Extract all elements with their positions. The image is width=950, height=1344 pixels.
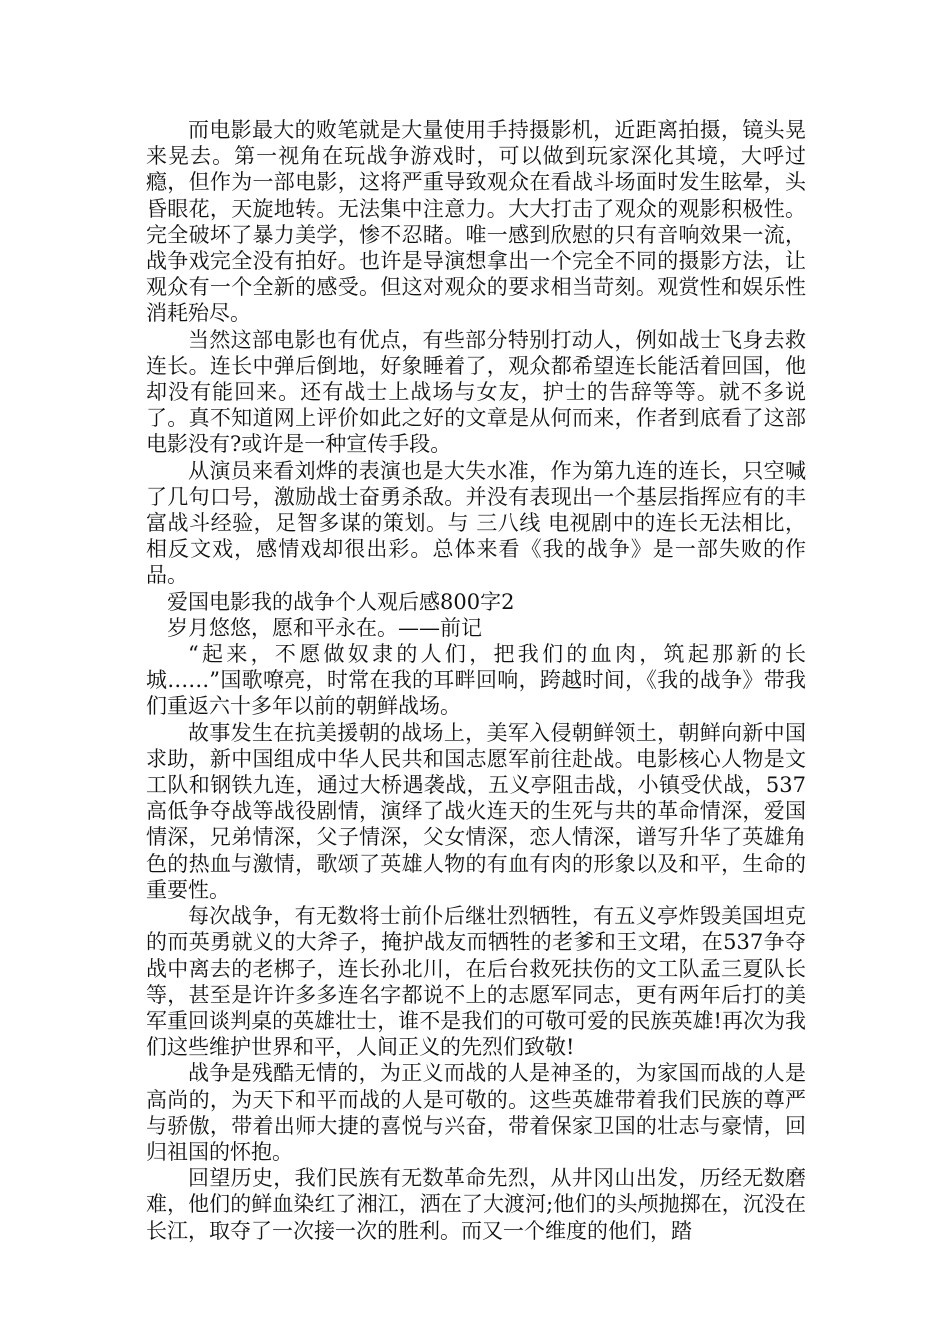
- paragraph-history: 回望历史，我们民族有无数革命先烈，从井冈山出发，历经无数磨难，他们的鲜血染红了湘江，洒在了大渡河;他们的头颅抛掷在，沉没在长江，取夺了一次接一次的胜利。而又一个维度的他们，踏: [146, 1166, 806, 1243]
- paragraph-heroes: 每次战争，有无数将士前仆后继壮烈牺牲，有五义亭炸毁美国坦克的而英勇就义的大斧子，掩护战友而牺牲的老爹和王文珺，在537争夺战中离去的老梆子，连长孙北川，在后台救死扶伤的文工队孟三夏队长等，甚至是许许多多连名字都说不上的志愿军同志，更有两年后打的美军重回谈判桌的英雄壮士，谁不是我们的可敬可爱的民族英雄!再次为我们这些维护世界和平，人间正义的先烈们致敬!: [146, 904, 806, 1060]
- document-body: [146, 117, 806, 1244]
- paragraph-merits: 当然这部电影也有优点，有些部分特别打动人，例如战士飞身去救连长。连长中弹后倒地，好象睡着了，观众都希望连长能活着回国，他却没有能回来。还有战士上战场与女友，护士的告辞等等。就不多说了。真不知道网上评价如此之好的文章是从何而来，作者到底看了这部电影没有?或许是一种宣传手段。: [146, 327, 806, 457]
- section-heading: 爱国电影我的战争个人观后感800字2: [167, 589, 515, 614]
- paragraph-story-summary: 故事发生在抗美援朝的战场上，美军入侵朝鲜领土，朝鲜向新中国求助，新中国组成中华人民共和国志愿军前往赴战。电影核心人物是文工队和钢铁九连，通过大桥遇袭战，五义亭阻击战，小镇受伏战，537高低争夺战等战役剧情，演绎了战火连天的生死与共的革命情深，爱国情深，兄弟情深，父子情深，父女情深，恋人情深，谱写升华了英雄角色的热血与激情，歌颂了英雄人物的有血有肉的形象以及和平，生命的重要性。: [146, 720, 806, 902]
- paragraph-epigraph: 岁月悠悠，愿和平永在。——前记: [167, 615, 482, 640]
- paragraph-anthem-quote: “起来，不愿做奴隶的人们，把我们的血肉，筑起那新的长城……”国歌嘹亮，时常在我的耳畔回响，跨越时间，《我的战争》带我们重返六十多年以前的朝鲜战场。: [146, 642, 806, 719]
- paragraph-actor-performance: 从演员来看刘烨的表演也是大失水准，作为第九连的连长，只空喊了几句口号，激励战士奋勇杀敌。并没有表现出一个基层指挥应有的丰富战斗经验，足智多谋的策划。与 三八线 电视剧中的连长无法相比，相反文戏，感情戏却很出彩。总体来看《我的战争》是一部失败的作品。: [146, 458, 806, 588]
- paragraph-criticism-camera: 而电影最大的败笔就是大量使用手持摄影机，近距离拍摄，镜头晃来晃去。第一视角在玩战争游戏时，可以做到玩家深化其境，大呼过瘾，但作为一部电影，这将严重导致观众在看战斗场面时发生眩晕，头昏眼花，天旋地转。无法集中注意力。大大打击了观众的观影积极性。完全破坏了暴力美学，惨不忍睹。唯一感到欣慰的只有音响效果一流，战争戏完全没有拍好。也许是导演想拿出一个完全不同的摄影方法，让观众有一个全新的感受。但这对观众的要求相当苛刻。观赏性和娱乐性消耗殆尽。: [146, 118, 806, 326]
- paragraph-war-reflection: 战争是残酷无情的，为正义而战的人是神圣的，为家国而战的人是高尚的，为天下和平而战的人是可敬的。这些英雄带着我们民族的尊严与骄傲，带着出师大捷的喜悦与兴奋，带着保家卫国的壮志与豪情，回归祖国的怀抱。: [146, 1061, 806, 1164]
